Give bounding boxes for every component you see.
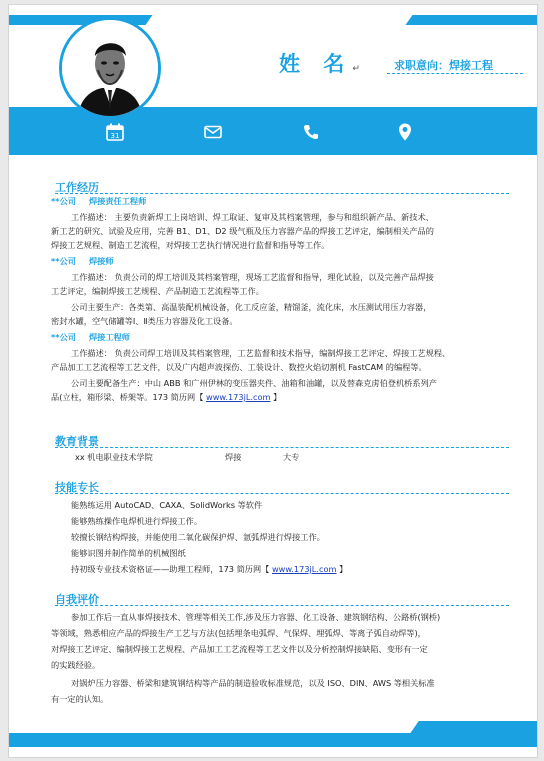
self-line: 对锅炉压力容器、桥梁和建筑钢结构等产品的制造验收标准规范，以及 ISO、DIN、AWS 等相关标准 (71, 678, 435, 688)
section-title-education: 教育背景 (55, 435, 99, 448)
site-link[interactable]: www.173jL.com (271, 564, 337, 574)
degree: 大专 (283, 452, 300, 462)
site-link[interactable]: www.173jL.com (206, 392, 271, 402)
section-title-skills: 技能专长 (55, 481, 99, 494)
self-line: 有一定的认知。 (51, 694, 109, 704)
school-name: xx 机电职业技术学院 (75, 452, 153, 462)
job-header: **公司 焊接师 (51, 256, 114, 266)
job-header: **公司 焊接工程师 (51, 332, 130, 342)
skill-item: 能熟练运用 AutoCAD、CAXA、SolidWorks 等软件 (71, 500, 263, 510)
job-intent: 求职意向：焊接工程 (394, 59, 493, 72)
self-line: 对焊接工艺评定、编制焊接工艺规程、产品加工工艺流程等工艺文件以及分析控制焊接缺陷、变形有一定 (51, 644, 428, 654)
job-line: 工作描述： 主要负责新焊工上岗培训、焊工取证、复审及其档案管理，参与和组织新产品、新技术、 (71, 212, 434, 222)
job-line: 新工艺的研究、试验及应用，完善 B1、D1、D2 级气瓶及压力容器产品的焊接工艺评定，编制相关产品的 (51, 226, 434, 236)
self-line: 等领域，熟悉相应产品的焊接生产工艺与方法(包括埋条电弧焊、气保焊、埋弧焊、等离子弧自动焊等)， (51, 628, 426, 638)
job-header: **公司 焊接责任工程师 (51, 196, 147, 206)
avatar (59, 17, 161, 119)
section-divider (55, 493, 509, 494)
phone-icon (301, 122, 321, 142)
job-line: 公司主要生产：各类第、高温装配机械设备，化工反应釜，精馏釜，流化床，水压测试用压力容器， (71, 302, 432, 312)
candidate-name: 姓 名↵ (279, 52, 360, 76)
intent-underline (387, 73, 523, 74)
footer-band (9, 733, 537, 747)
job-line: 公司主要配备生产：中山 ABB 和广州伊林的变压器夹件、油箱和油罐，以及替森克虏伯登机桥系列产 (71, 378, 437, 388)
self-line: 参加工作后一直从事焊接技术、管理等相关工作,涉及压力容器、化工设备、建筑钢结构、公路桥(钢桥) (71, 612, 441, 622)
header-top-cutout (145, 15, 412, 25)
skill-item: 能够识图并制作简单的机械图纸 (71, 548, 186, 558)
job-line: 产品加工工艺流程等工艺文件，以及广内超声波探伤、工装设计、数控火焰切割机 FastCAM 的编程等。 (51, 362, 427, 372)
mail-icon (203, 122, 223, 142)
job-line: 密封水罐，空气储罐等Ⅰ、Ⅱ类压力容器及化工设备。 (51, 316, 238, 326)
section-title-self: 自我评价 (55, 593, 99, 606)
job-line: 工作描述： 负责公司焊工培训及其档案管理，工艺监督和技术指导，编制焊接工艺评定、焊接工艺规程、 (71, 348, 451, 358)
job-line: 工作描述： 负责公司的焊工培训及其档案管理，现场工艺监督和指导，理化试验，以及完善产品焊接 (71, 272, 434, 282)
job-line: 工艺评定，编制焊接工艺规程、产品制造工艺流程等工作。 (51, 286, 264, 296)
calendar-icon (105, 122, 125, 142)
resume-page (8, 4, 538, 758)
job-line: 焊接工艺规程、制造工艺流程，对焊接工艺执行情况进行监督和指导等工作。 (51, 240, 330, 250)
section-divider (55, 605, 509, 606)
skill-item: 能够熟练操作电焊机进行焊接工作。 (71, 516, 203, 526)
job-line: 品(立柱，箱形梁、桥架等。173 简历网【 www.173jL.com 】 (51, 392, 282, 402)
education-row (75, 451, 538, 463)
skill-item: 较擅长钢结构焊接，并能使用二氧化碳保护焊、氩弧焊进行焊接工作。 (71, 532, 325, 542)
section-divider (55, 193, 509, 194)
major: 焊接 (225, 452, 242, 462)
skill-item: 持初级专业技术资格证——助理工程师，173 简历网【 www.173jL.com 】 (71, 564, 348, 574)
location-icon (395, 122, 415, 142)
svg-text:31: 31 (110, 132, 120, 141)
section-title-work: 工作经历 (55, 181, 99, 194)
section-divider (55, 447, 509, 448)
self-line: 的实践经验。 (51, 660, 101, 670)
